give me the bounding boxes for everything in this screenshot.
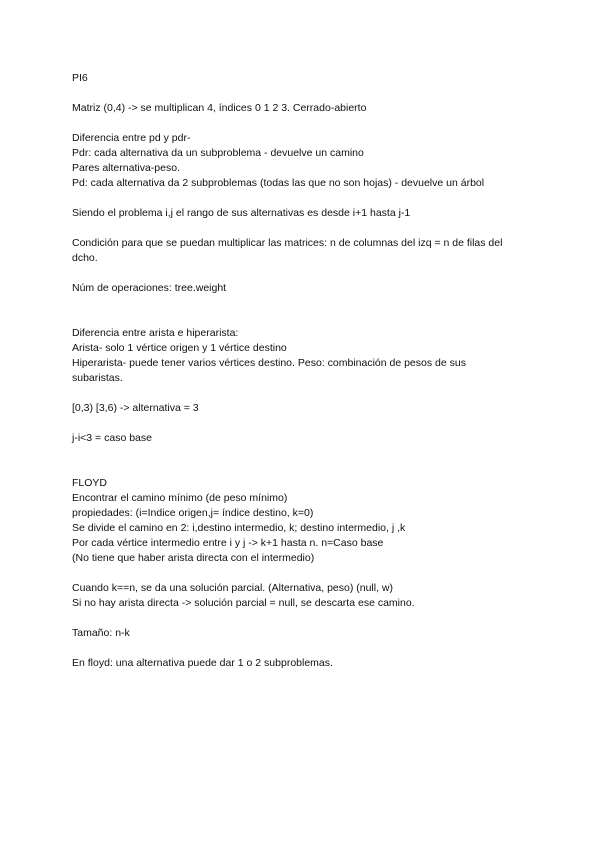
paragraph-floyd-line-4: Se divide el camino en 2: i,destino intermedio, k; destino intermedio, j ,k [72,522,406,534]
paragraph-floyd-line-2: Encontrar el camino mínimo (de peso mínimo) [72,492,288,504]
paragraph-edges-line-4: subaristas. [72,372,123,384]
section-heading-floyd: FLOYD [72,477,108,489]
spacer [72,266,542,281]
spacer [72,191,542,206]
paragraph-matrix: Matriz (0,4) -> se multiplican 4, índices 0 1 2 3. Cerrado-abierto [72,102,367,114]
paragraph-floyd-line-6: (No tiene que haber arista directa con el intermedio) [72,552,315,564]
spacer [72,296,542,326]
paragraph-condition-line-2: dcho. [72,252,98,264]
paragraph-size: Tamaño: n-k [72,627,130,639]
spacer [72,86,542,101]
paragraph-pd-pdr-line-2: Pdr: cada alternativa da un subproblema - devuelve un camino [72,147,364,159]
spacer [72,611,542,626]
spacer [72,116,542,131]
paragraph-edges-line-3: Hiperarista- puede tener varios vértices destino. Peso: combinación de pesos de sus [72,357,466,369]
spacer [72,566,542,581]
paragraph-edges-line-1: Diferencia entre arista e hiperarista: [72,327,239,339]
paragraph-floyd-line-3: propiedades: (i=Indice origen,j= índice destino, k=0) [72,507,314,519]
spacer [72,446,542,476]
paragraph-edges-line-2: Arista- solo 1 vértice origen y 1 vértice destino [72,342,287,354]
paragraph-floyd-alternative: En floyd: una alternativa puede dar 1 o 2 subproblemas. [72,657,333,669]
paragraph-pd-pdr-line-1: Diferencia entre pd y pdr- [72,132,191,144]
paragraph-floyd-line-5: Por cada vértice intermedio entre i y j -> k+1 hasta n. n=Caso base [72,537,384,549]
paragraph-condition-line-1: Condición para que se puedan multiplicar las matrices: n de columnas del izq = n de filas del [72,237,503,249]
spacer [72,386,542,401]
paragraph-pd-pdr-line-4: Pd: cada alternativa da 2 subproblemas (todas las que no son hojas) - devuelve un árbol [72,177,485,189]
paragraph-base-case: j-i<3 = caso base [72,432,152,444]
spacer [72,641,542,656]
document-title: PI6 [72,72,88,84]
paragraph-interval: [0,3) [3,6) -> alternativa = 3 [72,402,199,414]
paragraph-operations: Núm de operaciones: tree.weight [72,282,227,294]
paragraph-pd-pdr-line-3: Pares alternativa-peso. [72,162,180,174]
document-body [72,71,542,671]
spacer [72,416,542,431]
paragraph-partial-solution-line-1: Cuando k==n, se da una solución parcial. (Alternativa, peso) (null, w) [72,582,394,594]
paragraph-range: Siendo el problema i,j el rango de sus alternativas es desde i+1 hasta j-1 [72,207,411,219]
paragraph-partial-solution-line-2: Si no hay arista directa -> solución parcial = null, se descarta ese camino. [72,597,415,609]
spacer [72,221,542,236]
